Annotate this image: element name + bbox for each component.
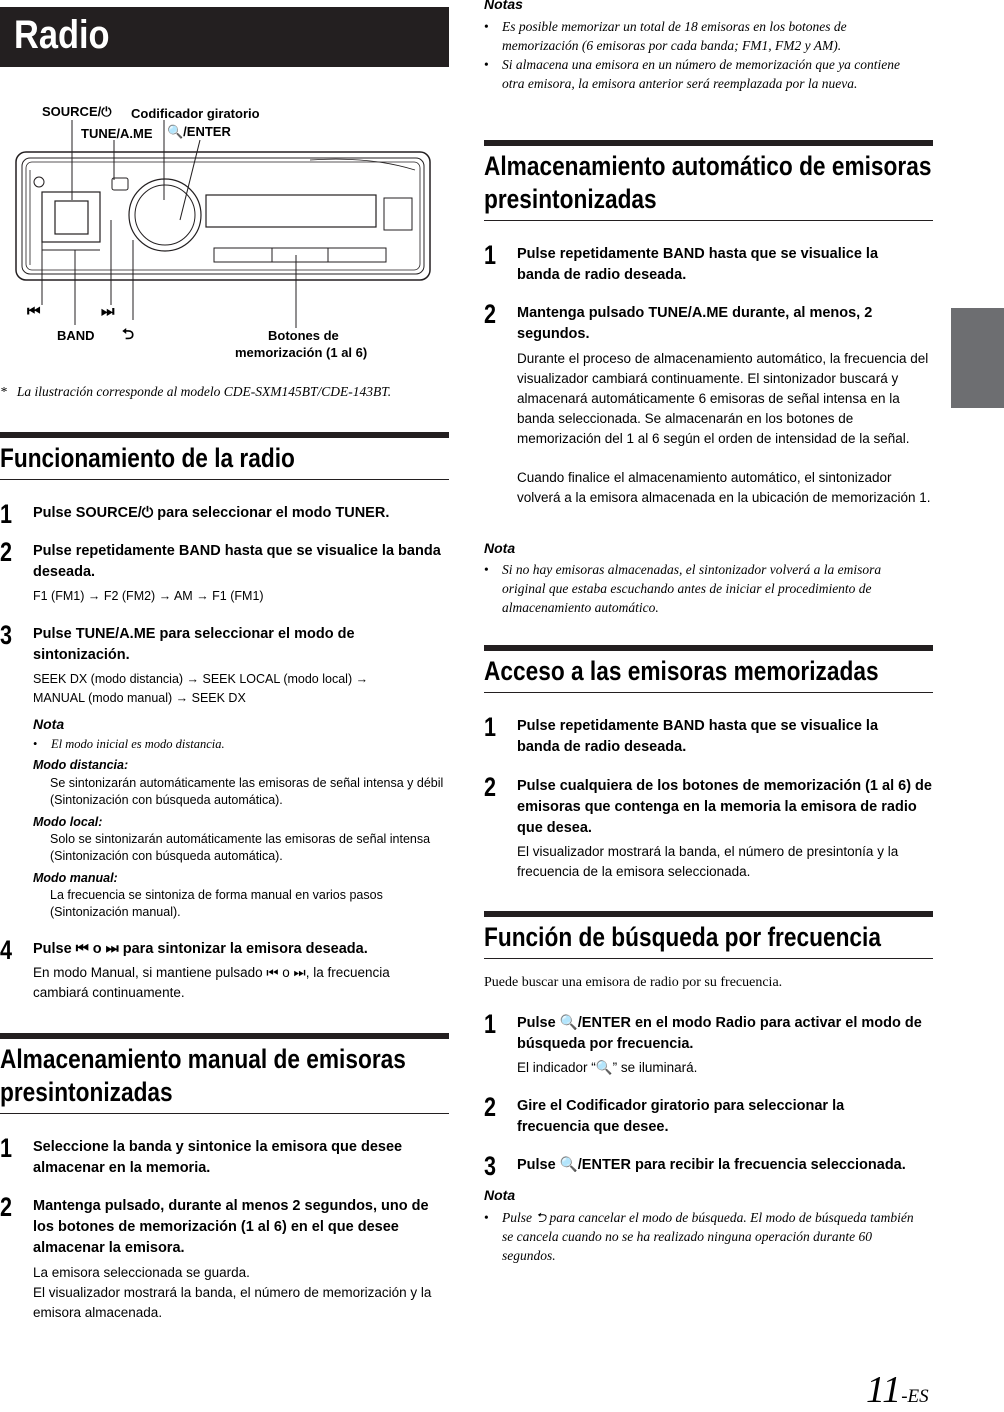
label-tune: TUNE/A.ME	[81, 126, 153, 141]
section-title-line-2: presintonizadas	[0, 1077, 173, 1107]
step-text: Pulse ⏮ o ⏭ para sintonizar la emisora deseada.	[33, 941, 368, 957]
tune-sequence-2: MANUAL (modo manual) → SEEK DX	[33, 691, 246, 705]
section-heading-radio-operation	[0, 432, 449, 480]
step-text: Mantenga pulsado TUNE/A.ME durante, al menos, 2 segundos.	[517, 305, 873, 342]
step-4-body: En modo Manual, si mantiene pulsado ⏮ o ⏭, la frecuencia cambiará continuamente.	[33, 965, 390, 1000]
step-number: 2	[484, 299, 497, 329]
section-heading-preset-access	[484, 645, 933, 693]
page-number	[866, 1368, 929, 1412]
label-back: ⮌	[122, 326, 135, 343]
step-number: 2	[0, 537, 13, 567]
label-prev: ⏮	[27, 303, 41, 320]
step-number: 1	[0, 499, 13, 529]
step-text: Pulse repetidamente BAND hasta que se visualice la banda de radio deseada.	[517, 246, 879, 283]
page-title: Radio	[14, 13, 110, 57]
step-text: Pulse cualquiera de los botones de memorización (1 al 6) de emisoras que contenga en la memoria la emisora de radio que desea.	[517, 778, 932, 836]
label-enter: 🔍/ENTER	[167, 124, 231, 139]
label-source: SOURCE/⏻	[42, 104, 112, 119]
tune-sequence-1: SEEK DX (modo distancia) → SEEK LOCAL (modo local) →	[33, 672, 369, 686]
step-text: Pulse 🔍/ENTER en el modo Radio para activar el modo de búsqueda por frecuencia.	[517, 1015, 922, 1052]
step-number: 3	[484, 1151, 497, 1181]
mode-manual-text: La frecuencia se sintoniza de forma manual en varios pasos (Sintonización manual).	[50, 888, 383, 919]
step-2-body-1: La emisora seleccionada se guarda.	[33, 1265, 250, 1280]
step-number: 2	[0, 1192, 13, 1222]
notes-heading: Notas	[484, 0, 523, 12]
band-sequence: F1 (FM1) → F2 (FM2) → AM → F1 (FM1)	[33, 589, 264, 603]
section-heading-auto-storage	[484, 140, 933, 221]
mode-distance-heading: Modo distancia:	[33, 758, 129, 772]
section-title-line-1: Almacenamiento automático de emisoras	[484, 151, 932, 181]
left-column: Radio SOURCE/⏻ Codificador giratorio TUNE/A.ME 🔍/ENTER ⏮ ⏭ BAND ⮌ Botones de memorización (1 al 6) * La ilustración corresponde al modelo CDE-SXM145BT/CDE-143BT. Funcionamiento de la radio 1 Pulse SOURCE/⏻ para seleccionar el modo TUNER. 2 Pulse repetidamente BAND hasta que se visualice la banda deseada. F1 (FM1) → F2 (FM2) → AM → F1 (FM1) 3 Pulse TUNE/A.ME para seleccionar el modo de sintonización. SEEK DX (modo distancia) → SEEK LOCAL (modo local) → MANUAL (modo manual) → SEEK DX Nota • El modo inicial es modo distancia. Modo distancia: Se sintonizarán automáticamente las emisoras de señal intensa y débil (Sintonización con búsqueda automática). Modo local: Solo se sintonizarán automáticamente las emisoras de señal intensa (Sintonización con búsqueda automática). Modo manual: La frecuencia se sintoniza de forma manual en varios pasos (Sintonización manual). 4 Pulse ⏮ o ⏭ para sintonizar la emisora deseada. En modo Manual, si mantiene pulsado ⏮ o ⏭, la frecuencia cambiará continuamente. Almacenamiento manual de emisoras presintonizadas 1 Seleccione la banda y sintonice la emisora que desee almacenar en la memoria. 2 Mantenga pulsado, durante al menos 2 segundos, uno de los botones de memorización (1 al 6) en el que desee almacenar la emisora. La emisora seleccionada se guarda. El visualizador mostrará la banda, el número de memorización y la emisora almacenada.	[0, 0, 450, 1402]
label-presets-1: Botones de	[268, 328, 339, 343]
step-text: Pulse repetidamente BAND hasta que se visualice la banda deseada.	[33, 543, 441, 580]
intro-text: Puede buscar una emisora de radio por su frecuencia.	[484, 975, 783, 990]
label-presets-2: memorización (1 al 6)	[235, 345, 368, 360]
step-2-body: El visualizador mostrará la banda, el número de presintonía y la frecuencia de la emisora seleccionada.	[517, 844, 899, 879]
step-text: Mantenga pulsado, durante al menos 2 segundos, uno de los botones de memorización (1 al 6) en el que desee almacenar la emisora.	[33, 1198, 429, 1256]
step-1-body: El indicador “🔍” se iluminará.	[517, 1060, 698, 1075]
step-number: 1	[484, 1009, 497, 1039]
step-number: 1	[484, 712, 497, 742]
mode-local-heading: Modo local:	[33, 815, 103, 829]
section-heading-frequency-search	[484, 911, 933, 959]
right-column: Notas • Es posible memorizar un total de 18 emisoras en los botones de memorización (6 emisoras por cada banda; FM1, FM2 y AM). • Si almacena una emisora en un número de memorización que ya contiene otra emisora, la emisora anterior será reemplazada por la nueva. Almacenamiento automático de emisoras presintonizadas 1 Pulse repetidamente BAND hasta que se visualice la banda de radio deseada. 2 Mantenga pulsado TUNE/A.ME durante, al menos, 2 segundos. Durante el proceso de almacenamiento automático, la frecuencia del visualizador cambiará continuamente. El sintonizador buscará y almacenará automáticamente 6 emisoras de señal intensa en la banda seleccionada. Se almacenarán en los botones de memorización del 1 al 6 según el orden de intensidad de la señal. Cuando finalice el almacenamiento automático, el sintonizador volverá a la emisora almacenada en la ubicación de memorización 1. Nota • Si no hay emisoras almacenadas, el sintonizador volverá a la emisora original que estaba escuchando antes de iniciar el procedimiento de almacenamiento automático. Acceso a las emisoras memorizadas 1 Pulse repetidamente BAND hasta que se visualice la banda de radio deseada. 2 Pulse cualquiera de los botones de memorización (1 al 6) de emisoras que contenga en la memoria la emisora de radio que desea. El visualizador mostrará la banda, el número de presintonía y la frecuencia de la emisora seleccionada. Función de búsqueda por frecuencia Puede buscar una emisora de radio por su frecuencia. 1 Pulse 🔍/ENTER en el modo Radio para activar el modo de búsqueda por frecuencia. El indicador “🔍” se iluminará. 2 Gire el Codificador giratorio para seleccionar la frecuencia que desee. 3 Pulse 🔍/ENTER para recibir la frecuencia seleccionada. Nota • Pulse ⮌ para cancelar el modo de búsqueda. El modo de búsqueda también se cancela cuando no se ha realizado ninguna operación durante 60 segundos.	[484, 0, 934, 1402]
page-number-value: 11	[866, 1369, 902, 1411]
section-title-line-2: presintonizadas	[484, 184, 657, 214]
section-heading-manual-storage	[0, 1033, 449, 1114]
section-title-line-1: Almacenamiento manual de emisoras	[0, 1044, 406, 1074]
section-title: Acceso a las emisoras memorizadas	[484, 656, 879, 686]
step-2-body-1: Durante el proceso de almacenamiento automático, la frecuencia del visualizador cambiará continuamente. El sintonizador buscará y almacenará automáticamente 6 emisoras de señal intensa en la banda seleccionada. Se almacenarán en los botones de memorización del 1 al 6 según el orden de intensidad de la señal.	[517, 351, 929, 446]
step-number: 1	[0, 1133, 13, 1163]
chapter-side-tab	[951, 308, 1004, 408]
label-band: BAND	[57, 328, 95, 343]
step-text: Seleccione la banda y sintonice la emisora que desee almacenar en la memoria.	[33, 1139, 403, 1176]
mode-local-text: Solo se sintonizarán automáticamente las emisoras de señal intensa (Sintonización con búsqueda automática).	[50, 832, 431, 863]
page-title-banner	[0, 7, 449, 67]
page-number-suffix: -ES	[901, 1386, 929, 1407]
note-heading: Nota	[33, 716, 65, 732]
step-text: Pulse TUNE/A.ME para seleccionar el modo de sintonización.	[33, 626, 355, 663]
footnote: * La ilustración corresponde al modelo CDE-SXM145BT/CDE-143BT.	[0, 384, 392, 399]
note-heading: Nota	[484, 1187, 516, 1203]
step-number: 1	[484, 240, 497, 270]
label-next: ⏭	[101, 303, 115, 320]
step-text: Pulse SOURCE/⏻ para seleccionar el modo TUNER.	[33, 505, 390, 521]
step-text: Pulse repetidamente BAND hasta que se visualice la banda de radio deseada.	[517, 718, 879, 755]
step-number: 3	[0, 620, 13, 650]
step-number: 2	[484, 772, 497, 802]
label-encoder: Codificador giratorio	[131, 106, 260, 121]
mode-manual-heading: Modo manual:	[33, 871, 118, 885]
step-text: Gire el Codificador giratorio para seleccionar la frecuencia que desee.	[517, 1098, 845, 1135]
step-2-body-2: Cuando finalice el almacenamiento automático, el sintonizador volverá a la emisora almacenada en la ubicación de memorización 1.	[517, 470, 931, 505]
section-title: Función de búsqueda por frecuencia	[484, 922, 881, 952]
mode-distance-text: Se sintonizarán automáticamente las emisoras de señal intensa y débil (Sintonización con búsqueda automática).	[50, 776, 444, 807]
section-title: Funcionamiento de la radio	[0, 443, 295, 473]
step-text: Pulse 🔍/ENTER para recibir la frecuencia seleccionada.	[517, 1157, 906, 1173]
step-number: 4	[0, 935, 13, 965]
step-2-body-2: El visualizador mostrará la banda, el número de memorización y la emisora almacenada.	[33, 1285, 432, 1320]
note-heading: Nota	[484, 540, 516, 556]
step-number: 2	[484, 1092, 497, 1122]
